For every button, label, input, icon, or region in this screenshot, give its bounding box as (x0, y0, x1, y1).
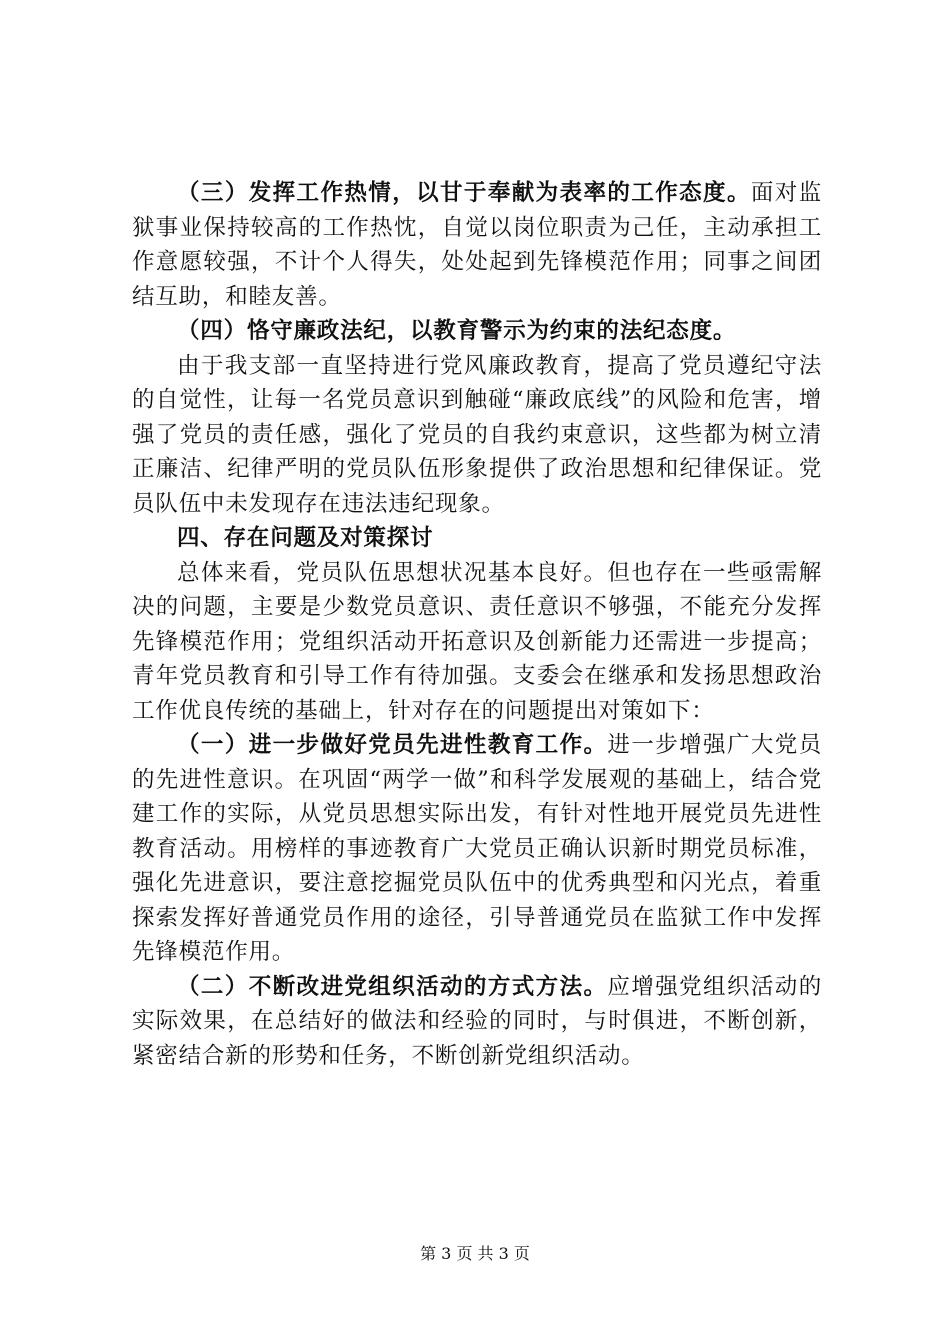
subheading-integrity-discipline: （四）恪守廉政法纪，以教育警示为约束的法纪态度。 (177, 318, 737, 344)
paragraph-lead-work-enthusiasm: （三）发挥工作热情，以甘于奉献为表率的工作态度。 (177, 180, 751, 206)
paragraph-activity-methods (132, 970, 822, 1074)
paragraph-lead-advanced-education: （一）进一步做好党员先进性教育工作。 (177, 732, 608, 758)
paragraph-overall-situation: 总体来看，党员队伍思想状况基本良好。但也存在一些亟需解决的问题，主要是少数党员意识、责任意识不够强，不能充分发挥先锋模范作用；党组织活动开拓意识及创新能力还需进一步提高；青年党员教育和引导工作有待加强。支委会在继承和发扬思想政治工作优良传统的基础上，针对存在的问题提出对策如下： (132, 559, 822, 724)
paragraph-text-advanced-education: 进一步增强广大党员的先进性意识。在巩固“两学一做”和科学发展观的基础上，结合党建工作的实际，从党员思想实际出发，有针对性地开展党员先进性教育活动。用榜样的事迹教育广大党员正确认识新时期党员标准，强化先进意识，要注意挖掘党员队伍中的优秀典型和闪光点，着重探索发挥好普通党员作用的途径，引导普通党员在监狱工作中发挥先锋模范作用。 (132, 732, 822, 965)
paragraph-work-enthusiasm (132, 176, 822, 314)
paragraph-lead-activity-methods: （二）不断改进党组织活动的方式方法。 (177, 973, 608, 1000)
section-heading-problems-countermeasures: 四、存在问题及对策探讨 (177, 525, 434, 551)
paragraph-integrity-education: 由于我支部一直坚持进行党风廉政教育，提高了党员遵纪守法的自觉性，让每一名党员意识到触碰“廉政底线”的风险和危害，增强了党员的责任感，强化了党员的自我约束意识，这些都为树立清正廉洁、纪律严明的党员队伍形象提供了政治思想和纪律保证。党员队伍中未发现存在违法违纪现象。 (132, 352, 822, 517)
paragraph-text-work-enthusiasm: 面对监狱事业保持较高的工作热忱，自觉以岗位职责为己任，主动承担工作意愿较强，不计个人得失，处处起到先锋模范作用；同事之间团结互助，和睦友善。 (132, 180, 822, 310)
document-body (132, 176, 822, 1073)
paragraph-text-activity-methods: 应增强党组织活动的实际效果，在总结好的做法和经验的同时，与时俱进，不断创新，紧密结合新的形势和任务，不断创新党组织活动。 (132, 973, 822, 1069)
paragraph-advanced-education (132, 728, 822, 970)
page-number-footer: 第 3 页 共 3 页 (420, 1244, 530, 1263)
